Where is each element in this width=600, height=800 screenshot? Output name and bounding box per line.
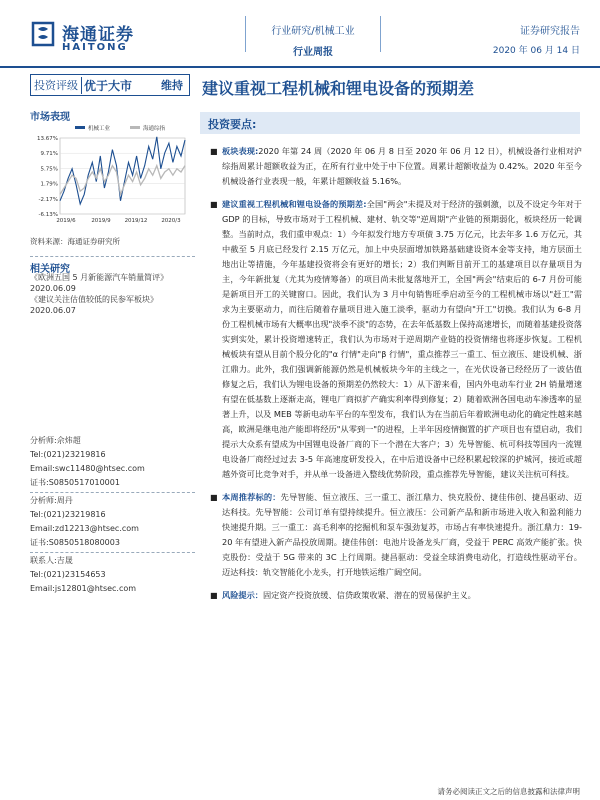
haitong-logo [30, 20, 134, 56]
legend-swatch [75, 126, 85, 129]
paragraph-risk [200, 588, 582, 603]
market-performance-chart [30, 122, 190, 230]
report-title: 建议重视工程机械和锂电设备的预期差 [202, 79, 475, 98]
contact-name: 联系人:吉晟 [30, 556, 73, 565]
rating-hold: 维持 [161, 79, 183, 92]
key-points-bar [200, 112, 580, 134]
y-tick-label: 5.75% [40, 166, 58, 173]
contact-tel: Tel:(021)23154653 [30, 570, 106, 579]
contact-email[interactable]: Email:js12801@htsec.com [30, 584, 137, 593]
market-performance-heading: 市场表现 [30, 112, 70, 123]
haitong-logo-icon [30, 20, 56, 48]
paragraph-label: 风险提示： [222, 590, 263, 600]
investment-rating [30, 74, 190, 96]
header-doc-block [493, 22, 580, 56]
contact-block [30, 554, 195, 596]
chart-source: 资料来源：海通证券研究所 [30, 237, 120, 246]
analyst-block [30, 494, 195, 550]
key-points-heading: 投资要点: [208, 118, 257, 131]
legend-label: 机械工业 [88, 126, 111, 132]
paragraph-text: 先导智能、恒立液压、三一重工、浙江鼎力、快克股份、捷佳伟创、捷昌驱动、迈达科技。先导智能：公司订单有望持续提升。恒立液压：公司新产品和新市场进入收入和盈利能力快速提升期。三一重工：高毛利率的挖掘机和泵车强劲复苏，市场占有率快速提升。浙江鼎力：19-20 年有望进入新产品投放周期。捷佳伟创：电池片设备龙头厂商，受益于 PERC 高效产能扩张。快克股份：受益于 5G 带来的 3C 上行周期。捷昌驱动：受益全球消费电动化，打造线性驱动平台。迈达科技：轨交智能化小龙头，打开地铁运维广阔空间。 [222, 492, 582, 577]
bullet-icon: ■ [210, 591, 218, 600]
paragraph-label: 本周推荐标的： [222, 492, 281, 502]
paragraph-recommendations [200, 490, 582, 580]
rating-label: 投资评级 [34, 79, 78, 92]
analyst-name: 分析师:佘炜超 [30, 436, 81, 445]
header-category-block [258, 22, 368, 58]
analyst-email[interactable]: Email:zd12213@htsec.com [30, 524, 139, 533]
bullet-icon: ■ [210, 200, 218, 209]
x-tick-label: 2019/6 [56, 218, 76, 224]
y-tick-label: 1.79% [40, 181, 58, 188]
analyst-cert: 证书:S0850517010001 [30, 478, 120, 487]
paragraph-label: 建议重视工程机械和锂电设备的预期差: [222, 199, 367, 209]
paragraph-label: 板块表现: [222, 146, 259, 156]
report-header [0, 0, 600, 62]
paragraph-expectation-gap [200, 197, 582, 482]
header-category: 行业研究/机械工业 [271, 26, 355, 37]
rating-value: 优于大市 [81, 77, 138, 94]
header-report-type: 行业周报 [293, 47, 333, 58]
paragraph-text: 固定资产投资放缓、信贷政策收紧、潜在的贸易保护主义。 [262, 590, 476, 600]
bullet-icon: ■ [210, 147, 218, 156]
related-item-title[interactable]: 《欧洲五国 5 月新能源汽车销量简评》 [30, 273, 169, 282]
analyst-tel: Tel:(021)23219816 [30, 510, 106, 519]
section-divider [30, 552, 195, 553]
legend-label: 海通综指 [143, 126, 166, 132]
series-line-1 [60, 166, 185, 195]
analyst-tel: Tel:(021)23219816 [30, 450, 106, 459]
y-tick-label: -6.13% [38, 212, 58, 218]
y-tick-label: 9.71% [40, 151, 58, 158]
logo-english-name: HAITONG [62, 42, 128, 53]
section-divider [30, 492, 195, 493]
header-date: 2020 年 06 月 14 日 [492, 46, 580, 56]
legend-swatch [130, 126, 140, 129]
report-body [200, 144, 582, 611]
header-rule [0, 66, 600, 68]
header-doc-type: 证券研究报告 [520, 26, 580, 37]
paragraph-sector-performance [200, 144, 582, 189]
related-item-title[interactable]: 《建议关注估值较低的民参军板块》 [30, 295, 158, 304]
section-divider [30, 256, 195, 257]
performance-chart-svg [30, 122, 190, 230]
analyst-email[interactable]: Email:swc11480@htsec.com [30, 464, 145, 473]
analyst-name: 分析师:周丹 [30, 496, 73, 505]
x-tick-label: 2020/3 [161, 218, 181, 224]
logo-chinese-name: 海通证券 [62, 25, 134, 45]
header-divider [380, 16, 381, 52]
y-tick-label: -2.17% [38, 196, 58, 203]
y-tick-label: 13.67% [37, 136, 58, 142]
paragraph-text: 全国"两会"未提及对于经济的强刺激，以及不设定今年对于 GDP 的目标，导致市场对于工程机械、建材、轨交等"逆周期"产业链的预期弱化，板块经历一轮调整。当前时点，我们重申观点：1）今年拟发行地方专项债 3.75 万亿元，比去年多 1.6 万亿元，其中截至 5 月底已经发行 2.15 万亿元，加上中央层面增加铁路基础建设资本金等支持，地方层面土地出让等措施，今年基建投资将会有更好的增长；2）我们判断目前开工的基建项目以存量项目为主，今年新批复（尤其为疫情筹备）的项目尚未批复落地开工，全国"两会"结束后的 6-7 月份可能是新项目开工的关键窗口。因此，我们认为 3 月中旬销售旺季启动至今的工程机械市场以"赶工"需求为主要驱动力，而往后随着存量项目进入施工淡季，驱动力有望向"开工"切换。我们认为 6-8 月份工程机械市场有大概率出现"淡季不淡"的态势，在去年低基数上保持高速增长，而随着基建投资落实到实处，累计投资增速转正，我们认为市场对于逆周期产业链的投资情绪也将逐步恢复。工程机械板块有望从目前个股分化的"α 行情"走向"β 行情"，重点推荐三一重工、恒立液压、建设机械、浙江鼎力。此外，我们强调新能源仍然是机械板块今年的主线之一，在光伏设备已经经历了一波估值修复之后，我们认为锂电设备的预期差仍然较大：1）从下游来看，国内外电动车行业 2H 销量增速有望在低基数上逐渐走高，锂电厂商拟扩产确实利率得到修复；2）随着欧洲各国电动车渗透率的显著上升，以及 MEB 等新电动车平台的车型发布，我们认为在当前后年着欧洲电动化的确定性越来越高，欧洲是继电池产能即将经历"从零到一"的进程，上半年因疫情搁置的扩产项目也有望启动，我们提示大众系有望成为中国锂电设备厂商的下一个潜在大客户；3）先导智能、杭可科技等国内一流锂电设备厂商经过过去 3-5 年高速度研发投入，在中后道设备中已经积累起较深的护城河，接近或超越外资可比竞争对手，并从单一设备进入整线优势阶段，重点推荐先导智能，建议关注杭可科技。 [222, 199, 582, 479]
paragraph-text: 2020 年第 24 周（2020 年 06 月 8 日至 2020 年 06 月 12 日），机械设备行业相对沪综指周累计超额收益为正，在所有行业中处于中下位置。周累计超额收益为 0.42%。2020 年至今机械设备行业表现一般，年累计超额收益 5.16%。 [222, 146, 582, 186]
related-research-heading: 相关研究 [30, 264, 70, 275]
related-item-date: 2020.06.09 [30, 284, 76, 293]
analyst-block [30, 434, 195, 490]
x-tick-label: 2019/9 [91, 218, 111, 224]
related-research-list [30, 272, 195, 316]
header-divider [245, 16, 246, 52]
bullet-icon: ■ [210, 493, 218, 502]
disclaimer-footer: 请务必阅读正文之后的信息披露和法律声明 [437, 787, 580, 796]
x-tick-label: 2019/12 [124, 218, 148, 224]
analyst-cert: 证书:S0850518080003 [30, 538, 120, 547]
related-item-date: 2020.06.07 [30, 306, 76, 315]
